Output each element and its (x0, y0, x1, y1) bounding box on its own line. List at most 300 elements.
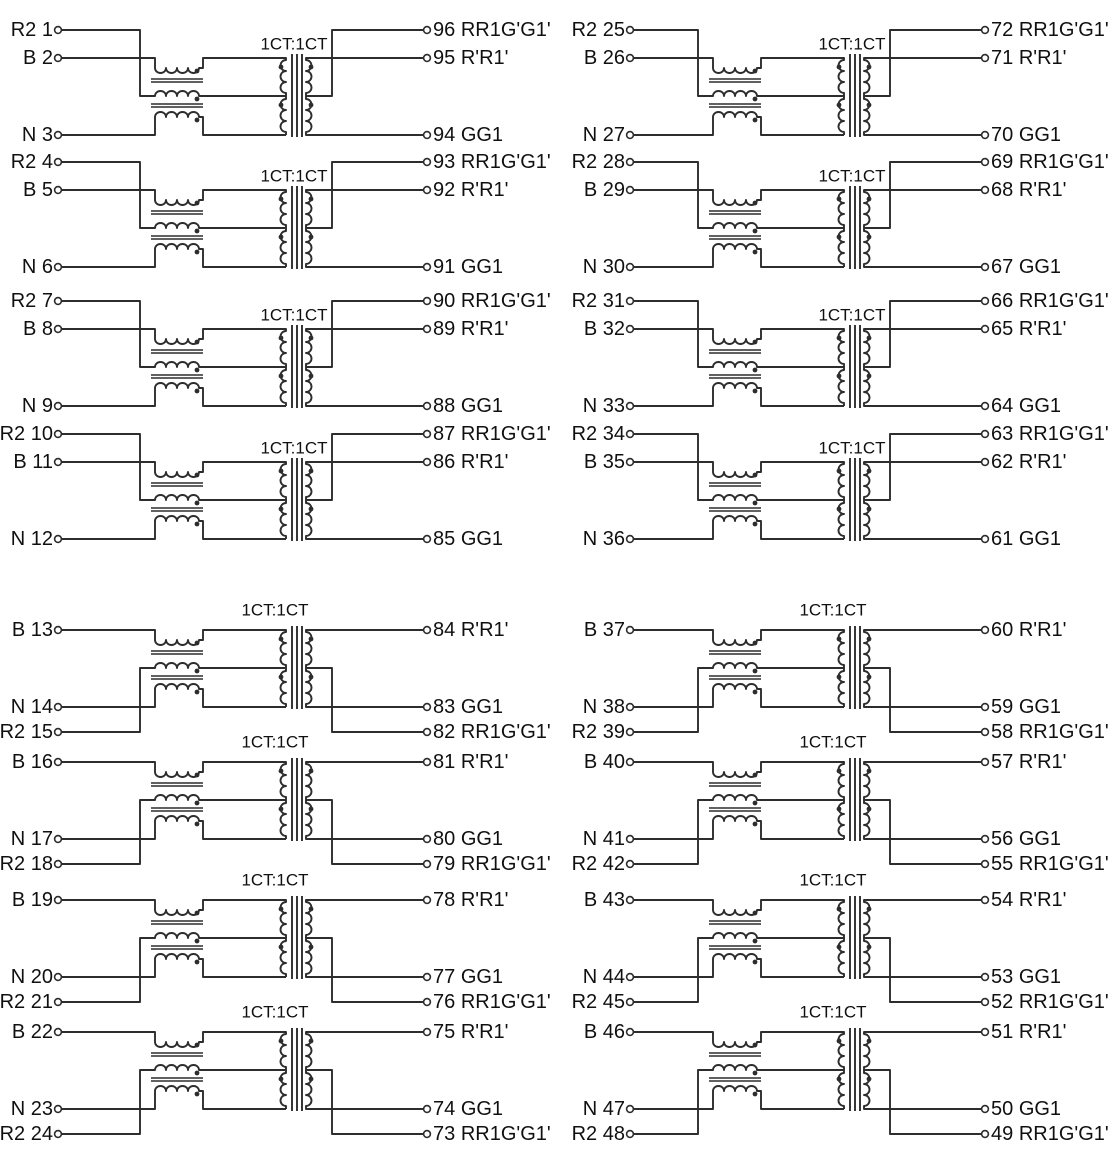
transformer-core (850, 325, 860, 408)
pin-label-left: B 2 (22, 47, 53, 69)
pin-label-right: 94 GG1 (433, 124, 504, 146)
pin-label-left: B 22 (11, 1021, 53, 1043)
pin-terminal (982, 704, 989, 711)
transformer-core (850, 186, 860, 269)
polarity-dot (837, 374, 842, 379)
transformer-core (292, 896, 302, 979)
polarity-dot (837, 907, 842, 912)
pin-label-left: N 33 (582, 395, 625, 417)
polarity-dot (753, 201, 758, 206)
pin-terminal (982, 431, 989, 438)
pin-terminal (627, 187, 634, 194)
pin-label-right: 67 GG1 (991, 256, 1062, 278)
wire-r2-centertap (634, 162, 845, 228)
pin-label-right: 62 R'R1' (991, 451, 1067, 473)
pin-terminal (627, 159, 634, 166)
pin-label-right: 66 RR1G'G1' (991, 290, 1109, 312)
pin-terminal (982, 132, 989, 139)
polarity-dot (195, 641, 200, 646)
pin-terminal (627, 729, 634, 736)
pin-terminal (424, 627, 431, 634)
pin-terminal (627, 459, 634, 466)
transformer-block (572, 19, 1109, 146)
polarity-dot (195, 690, 200, 695)
polarity-dot (867, 103, 872, 108)
polarity-dot (753, 368, 758, 373)
pin-terminal (627, 759, 634, 766)
pin-terminal (982, 759, 989, 766)
pin-terminal (55, 759, 62, 766)
pin-terminal (982, 55, 989, 62)
pin-terminal (627, 27, 634, 34)
pin-terminal (55, 897, 62, 904)
polarity-dot (279, 907, 284, 912)
pin-label-left: N 38 (582, 696, 625, 718)
pin-terminal (627, 627, 634, 634)
polarity-dot (195, 773, 200, 778)
pin-label-left: R2 21 (0, 991, 53, 1013)
pin-terminal (55, 974, 62, 981)
polarity-dot (753, 473, 758, 478)
polarity-dot (309, 469, 314, 474)
polarity-dot (753, 1043, 758, 1048)
pin-terminal (424, 159, 431, 166)
pin-terminal (55, 264, 62, 271)
pin-terminal (627, 861, 634, 868)
pin-label-left: R2 10 (0, 423, 53, 445)
pin-terminal (982, 459, 989, 466)
pin-terminal (55, 999, 62, 1006)
pin-terminal (55, 536, 62, 543)
wire-r2-centertap (634, 1065, 845, 1134)
polarity-dot (753, 389, 758, 394)
pin-terminal (55, 704, 62, 711)
pin-terminal (424, 431, 431, 438)
wire-r2-centertap (62, 30, 287, 96)
polarity-dot (195, 229, 200, 234)
polarity-dot (309, 197, 314, 202)
pin-label-left: N 12 (10, 528, 53, 550)
polarity-dot (753, 118, 758, 123)
polarity-dot (753, 822, 758, 827)
polarity-dot (279, 65, 284, 70)
pin-terminal (55, 431, 62, 438)
pin-label-right: 77 GG1 (433, 966, 504, 988)
pin-terminal (424, 55, 431, 62)
polarity-dot (837, 197, 842, 202)
pin-label-left: N 6 (21, 256, 53, 278)
turns-ratio-label: 1CT:1CT (818, 34, 886, 54)
wire-r2-centertap (62, 301, 287, 367)
wire-secondary-centertap (864, 938, 982, 1002)
pin-label-left: R2 42 (571, 853, 625, 875)
wire-r2-centertap (634, 795, 845, 864)
wire-r2-centertap (634, 933, 845, 1002)
polarity-dot (279, 1077, 284, 1082)
polarity-dot (309, 807, 314, 812)
pin-label-right: 70 GG1 (991, 124, 1062, 146)
pin-label-left: B 5 (22, 179, 53, 201)
pin-label-left: B 35 (583, 451, 625, 473)
pin-label-left: B 29 (583, 179, 625, 201)
wire-secondary-centertap (306, 1070, 424, 1134)
pin-terminal (424, 836, 431, 843)
pin-label-right: 78 R'R1' (433, 889, 509, 911)
pin-terminal (627, 132, 634, 139)
polarity-dot (279, 197, 284, 202)
polarity-dot (753, 773, 758, 778)
polarity-dot (867, 637, 872, 642)
polarity-dot (195, 669, 200, 674)
pin-terminal (982, 974, 989, 981)
polarity-dot (279, 507, 284, 512)
pin-terminal (55, 836, 62, 843)
wire-n-primary (62, 816, 287, 839)
pin-terminal (627, 298, 634, 305)
polarity-dot (279, 374, 284, 379)
pin-terminal (982, 729, 989, 736)
pin-terminal (627, 1131, 634, 1138)
wire-secondary-centertap (306, 800, 424, 864)
polarity-dot (753, 911, 758, 916)
polarity-dot (867, 469, 872, 474)
pin-label-left: N 9 (21, 395, 53, 417)
polarity-dot (195, 1071, 200, 1076)
turns-ratio-label: 1CT:1CT (799, 1002, 867, 1022)
wire-n-primary (634, 244, 845, 267)
pin-terminal (982, 298, 989, 305)
polarity-dot (753, 522, 758, 527)
polarity-dot (753, 69, 758, 74)
pin-terminal (627, 264, 634, 271)
pin-label-right: 57 R'R1' (991, 751, 1067, 773)
wire-secondary-centertap (306, 938, 424, 1002)
polarity-dot (837, 469, 842, 474)
polarity-dot (867, 65, 872, 70)
pin-terminal (982, 999, 989, 1006)
wire-r2-centertap (62, 663, 287, 732)
transformer-block (572, 871, 1109, 1014)
wire-n-primary (62, 383, 287, 406)
transformer-core (850, 1028, 860, 1111)
wire-n-primary (634, 516, 845, 539)
polarity-dot (309, 65, 314, 70)
polarity-dot (195, 340, 200, 345)
polarity-dot (195, 473, 200, 478)
transformer-core (292, 325, 302, 408)
polarity-dot (279, 469, 284, 474)
turns-ratio-label: 1CT:1CT (260, 305, 328, 325)
pin-terminal (424, 264, 431, 271)
polarity-dot (195, 368, 200, 373)
pin-terminal (424, 1029, 431, 1036)
polarity-dot (837, 1039, 842, 1044)
polarity-dot (837, 769, 842, 774)
pin-label-left: R2 7 (10, 290, 53, 312)
pin-label-right: 72 RR1G'G1' (991, 19, 1109, 41)
transformer-core (292, 458, 302, 541)
polarity-dot (837, 945, 842, 950)
transformer-block (0, 423, 551, 550)
pin-label-right: 95 R'R1' (433, 47, 509, 69)
pin-label-left: N 23 (10, 1098, 53, 1120)
pin-label-right: 82 RR1G'G1' (433, 721, 551, 743)
pin-label-right: 68 R'R1' (991, 179, 1067, 201)
polarity-dot (753, 641, 758, 646)
pin-terminal (627, 999, 634, 1006)
polarity-dot (279, 1039, 284, 1044)
transformer-block (0, 733, 551, 876)
pin-label-right: 73 RR1G'G1' (433, 1123, 551, 1145)
polarity-dot (837, 336, 842, 341)
polarity-dot (753, 690, 758, 695)
turns-ratio-label: 1CT:1CT (799, 600, 867, 620)
transformer-core (292, 1028, 302, 1111)
pin-label-left: N 47 (582, 1098, 625, 1120)
pin-label-left: B 43 (583, 889, 625, 911)
pin-terminal (55, 298, 62, 305)
polarity-dot (309, 374, 314, 379)
polarity-dot (309, 907, 314, 912)
polarity-dot (867, 374, 872, 379)
pin-label-right: 65 R'R1' (991, 318, 1067, 340)
transformer-block (572, 1003, 1109, 1146)
polarity-dot (279, 807, 284, 812)
pin-terminal (424, 536, 431, 543)
pin-terminal (55, 627, 62, 634)
pin-label-right: 61 GG1 (991, 528, 1062, 550)
pin-terminal (424, 1106, 431, 1113)
pin-terminal (424, 759, 431, 766)
pin-label-right: 87 RR1G'G1' (433, 423, 551, 445)
polarity-dot (837, 235, 842, 240)
pin-terminal (627, 326, 634, 333)
pin-terminal (982, 1131, 989, 1138)
pin-label-right: 89 R'R1' (433, 318, 509, 340)
pin-terminal (55, 27, 62, 34)
pin-label-left: R2 39 (571, 721, 625, 743)
wire-n-primary (62, 1086, 287, 1109)
turns-ratio-label: 1CT:1CT (799, 732, 867, 752)
pin-label-left: R2 31 (571, 290, 625, 312)
pin-terminal (627, 836, 634, 843)
polarity-dot (195, 389, 200, 394)
pin-terminal (55, 1029, 62, 1036)
polarity-dot (195, 69, 200, 74)
pin-label-right: 81 R'R1' (433, 751, 509, 773)
pin-terminal (627, 974, 634, 981)
pin-label-right: 93 RR1G'G1' (433, 151, 551, 173)
transformer-core (292, 626, 302, 709)
wire-r2-centertap (62, 1065, 287, 1134)
pin-terminal (424, 1131, 431, 1138)
pin-label-right: 91 GG1 (433, 256, 504, 278)
turns-ratio-label: 1CT:1CT (241, 600, 309, 620)
pin-label-right: 90 RR1G'G1' (433, 290, 551, 312)
pin-terminal (982, 264, 989, 271)
wire-n-primary (634, 112, 845, 135)
pin-label-left: N 36 (582, 528, 625, 550)
pin-terminal (627, 55, 634, 62)
transformer-core (850, 896, 860, 979)
pin-terminal (982, 536, 989, 543)
wire-r2-centertap (62, 933, 287, 1002)
pin-terminal (424, 187, 431, 194)
polarity-dot (195, 118, 200, 123)
pin-terminal (627, 536, 634, 543)
polarity-dot (753, 801, 758, 806)
pin-label-right: 96 RR1G'G1' (433, 19, 551, 41)
pin-label-left: N 3 (21, 124, 53, 146)
wire-r2-centertap (62, 162, 287, 228)
polarity-dot (837, 65, 842, 70)
pin-terminal (627, 897, 634, 904)
transformer-core (850, 626, 860, 709)
pin-label-left: R2 1 (10, 19, 53, 41)
pin-label-right: 53 GG1 (991, 966, 1062, 988)
pin-label-right: 88 GG1 (433, 395, 504, 417)
pin-label-right: 58 RR1G'G1' (991, 721, 1109, 743)
wire-r2-centertap (62, 434, 287, 500)
pin-label-right: 52 RR1G'G1' (991, 991, 1109, 1013)
polarity-dot (753, 250, 758, 255)
pin-label-left: N 20 (10, 966, 53, 988)
pin-terminal (424, 974, 431, 981)
polarity-dot (837, 507, 842, 512)
pin-label-right: 50 GG1 (991, 1098, 1062, 1120)
pin-label-left: R2 48 (571, 1123, 625, 1145)
pin-terminal (55, 132, 62, 139)
transformer-core (850, 458, 860, 541)
pin-terminal (424, 298, 431, 305)
pin-label-left: R2 34 (571, 423, 625, 445)
pin-terminal (982, 159, 989, 166)
wire-n-primary (634, 684, 845, 707)
wire-r2-centertap (62, 795, 287, 864)
transformer-block (11, 19, 551, 146)
wire-n-primary (62, 516, 287, 539)
polarity-dot (309, 507, 314, 512)
pin-label-left: B 32 (583, 318, 625, 340)
pin-label-right: 55 RR1G'G1' (991, 853, 1109, 875)
pin-label-right: 69 RR1G'G1' (991, 151, 1109, 173)
pin-label-right: 83 GG1 (433, 696, 504, 718)
transformer-core (292, 758, 302, 841)
polarity-dot (195, 1092, 200, 1097)
pin-terminal (627, 1029, 634, 1036)
pin-label-left: N 14 (10, 696, 53, 718)
pin-label-left: N 30 (582, 256, 625, 278)
polarity-dot (279, 675, 284, 680)
pin-terminal (627, 431, 634, 438)
polarity-dot (867, 769, 872, 774)
transformer-block (572, 423, 1109, 550)
pin-label-left: B 8 (22, 318, 53, 340)
polarity-dot (279, 769, 284, 774)
polarity-dot (753, 229, 758, 234)
polarity-dot (837, 1077, 842, 1082)
turns-ratio-label: 1CT:1CT (260, 438, 328, 458)
polarity-dot (309, 103, 314, 108)
pin-label-right: 56 GG1 (991, 828, 1062, 850)
polarity-dot (195, 1043, 200, 1048)
polarity-dot (837, 807, 842, 812)
pin-terminal (55, 729, 62, 736)
pin-terminal (424, 27, 431, 34)
polarity-dot (867, 807, 872, 812)
transformer-core (292, 54, 302, 137)
wire-n-primary (62, 954, 287, 977)
pin-label-left: B 40 (583, 751, 625, 773)
pin-label-left: N 17 (10, 828, 53, 850)
transformer-core (292, 186, 302, 269)
wire-n-primary (62, 244, 287, 267)
pin-terminal (627, 1106, 634, 1113)
polarity-dot (309, 235, 314, 240)
transformer-block (0, 871, 551, 1014)
polarity-dot (753, 939, 758, 944)
pin-label-left: B 13 (11, 619, 53, 641)
wire-r2-centertap (634, 434, 845, 500)
pin-terminal (55, 1106, 62, 1113)
polarity-dot (195, 939, 200, 944)
pin-label-left: B 26 (583, 47, 625, 69)
pin-label-right: 49 RR1G'G1' (991, 1123, 1109, 1145)
turns-ratio-label: 1CT:1CT (818, 438, 886, 458)
polarity-dot (867, 945, 872, 950)
pin-label-left: N 44 (582, 966, 625, 988)
pin-label-right: 79 RR1G'G1' (433, 853, 551, 875)
pin-terminal (55, 159, 62, 166)
pin-terminal (424, 861, 431, 868)
polarity-dot (753, 340, 758, 345)
pin-label-right: 59 GG1 (991, 696, 1062, 718)
polarity-dot (867, 1039, 872, 1044)
polarity-dot (195, 250, 200, 255)
pin-terminal (55, 1131, 62, 1138)
pin-label-right: 75 R'R1' (433, 1021, 509, 1043)
pin-label-right: 71 R'R1' (991, 47, 1067, 69)
pin-label-right: 86 R'R1' (433, 451, 509, 473)
transformer-block (11, 290, 551, 417)
turns-ratio-label: 1CT:1CT (241, 732, 309, 752)
pin-label-left: B 16 (11, 751, 53, 773)
pin-label-left: R2 45 (571, 991, 625, 1013)
pin-label-right: 60 R'R1' (991, 619, 1067, 641)
pin-label-left: N 27 (582, 124, 625, 146)
pin-terminal (982, 836, 989, 843)
pin-terminal (55, 187, 62, 194)
pin-label-right: 85 GG1 (433, 528, 504, 550)
pin-label-left: B 46 (583, 1021, 625, 1043)
pin-terminal (55, 459, 62, 466)
pin-terminal (982, 326, 989, 333)
polarity-dot (309, 769, 314, 774)
wire-n-primary (62, 112, 287, 135)
turns-ratio-label: 1CT:1CT (260, 34, 328, 54)
wire-n-primary (634, 1086, 845, 1109)
wire-n-primary (62, 684, 287, 707)
pin-label-left: R2 15 (0, 721, 53, 743)
polarity-dot (867, 235, 872, 240)
wire-r2-centertap (634, 30, 845, 96)
transformer-core (850, 758, 860, 841)
polarity-dot (279, 336, 284, 341)
polarity-dot (195, 97, 200, 102)
pin-terminal (424, 459, 431, 466)
pin-label-right: 63 RR1G'G1' (991, 423, 1109, 445)
wire-n-primary (634, 383, 845, 406)
